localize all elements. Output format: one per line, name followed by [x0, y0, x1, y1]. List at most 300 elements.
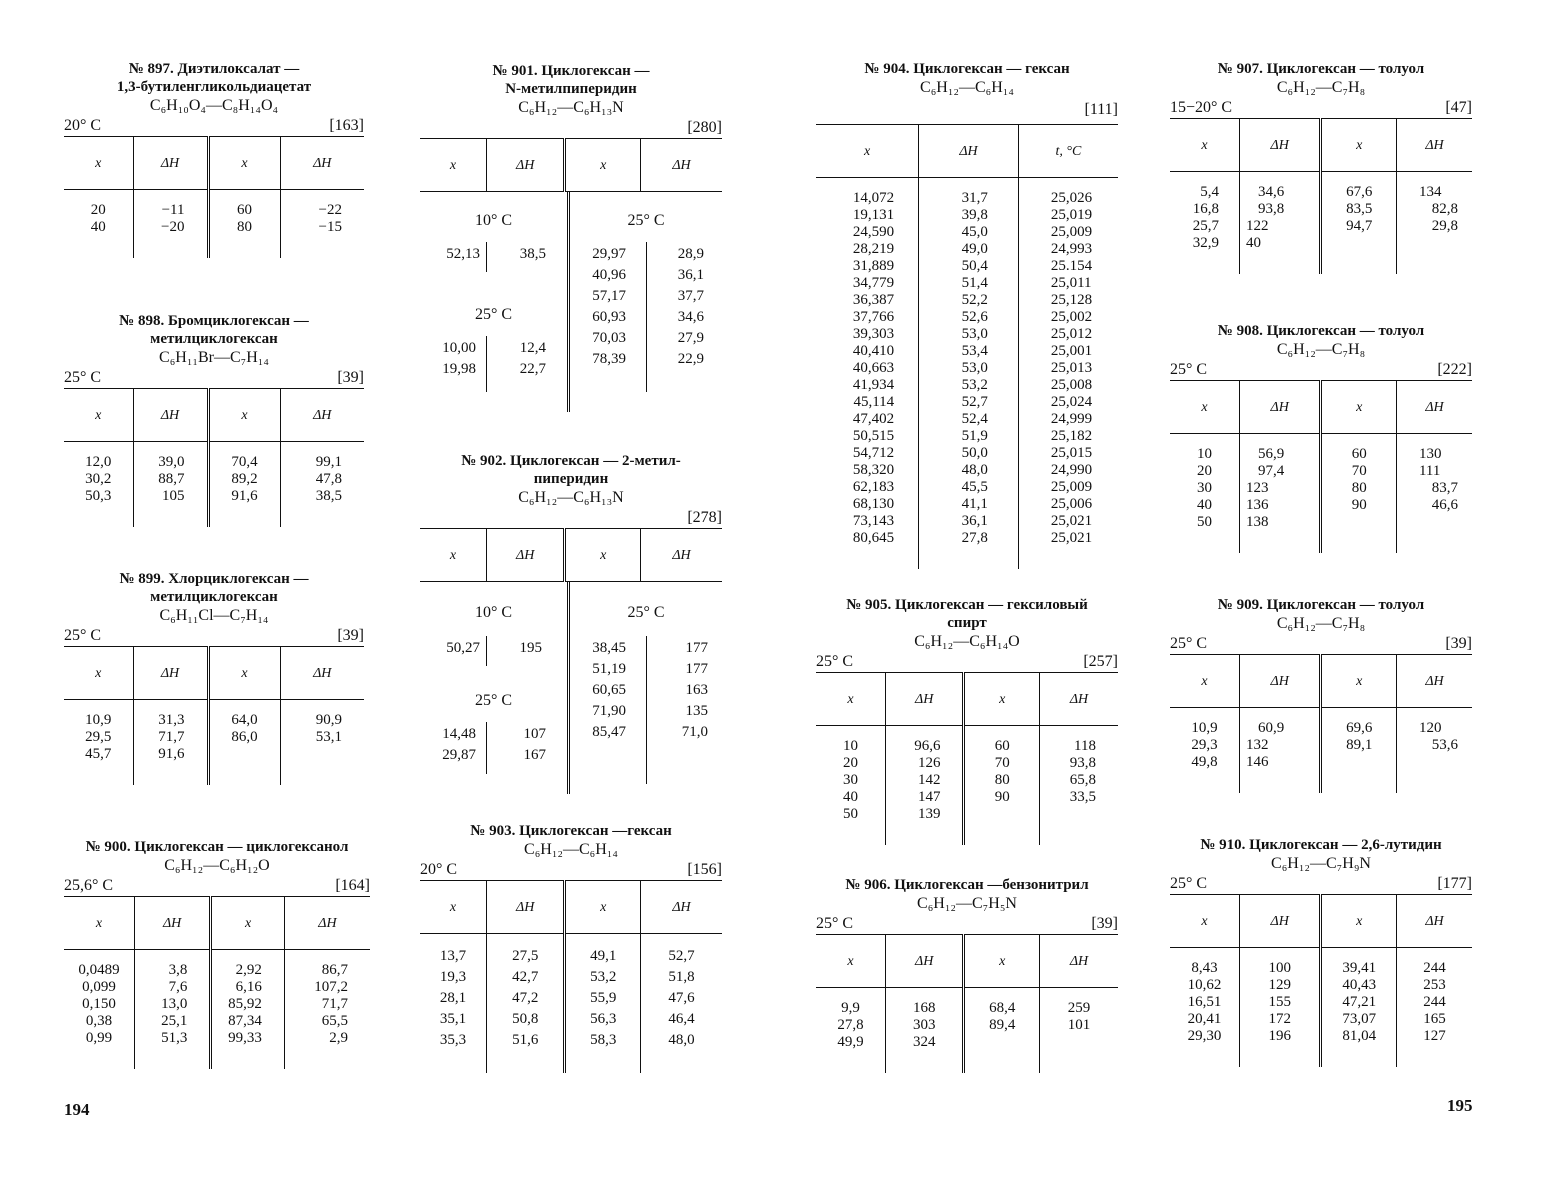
- cell: 20: [842, 755, 858, 771]
- cell: 25,001: [1050, 343, 1093, 359]
- cell: 19,3: [439, 969, 467, 985]
- cell: 105: [162, 488, 185, 504]
- table-902: [420, 452, 722, 794]
- cell: 25,009: [1050, 479, 1093, 495]
- cell: 40,96: [592, 267, 626, 283]
- cell: 34,6: [1257, 184, 1285, 200]
- col-header: ΔH: [1239, 119, 1321, 172]
- cell: 48,0: [961, 462, 988, 478]
- table-908: [1170, 322, 1472, 553]
- condition: 25° C: [627, 604, 665, 621]
- cell: 96,6: [914, 738, 941, 754]
- condition: 25° C: [474, 306, 513, 323]
- cell: 49,0: [961, 241, 988, 257]
- cell: 93,8: [1257, 201, 1285, 217]
- cell: 101: [1067, 1017, 1091, 1033]
- cell: 49,9: [837, 1034, 864, 1050]
- table-title: № 909. Циклогексан — толуол: [1217, 597, 1425, 613]
- col-header: x: [1170, 655, 1239, 708]
- cell: 53,2: [961, 377, 988, 393]
- cell: 55,9: [590, 990, 617, 1006]
- cell: 14,072: [852, 190, 895, 206]
- formula: C₆H₁₂—C₇H₅N: [917, 895, 1017, 912]
- cell: 86,7: [321, 962, 348, 978]
- cell: 45,7: [85, 746, 112, 762]
- cell: 45,114: [853, 394, 895, 410]
- reference: [278]: [687, 509, 722, 526]
- cell: 30: [842, 772, 858, 788]
- cell: 24,993: [1050, 241, 1093, 257]
- cell: 3,8: [168, 962, 188, 978]
- cell: 31,7: [961, 190, 988, 206]
- condition: 25° C: [474, 692, 513, 709]
- cell: 303: [912, 1017, 936, 1033]
- cell: 30,2: [85, 471, 112, 487]
- col-header: x: [1321, 655, 1397, 708]
- table-905: [816, 596, 1118, 845]
- cell: 10: [842, 738, 858, 754]
- cell: 29,97: [592, 246, 626, 262]
- formula: C₆H₁₂—C₇H₉N: [1271, 855, 1371, 872]
- table-title-cont: пиперидин: [533, 471, 609, 487]
- table-title-cont: N-метилпиперидин: [505, 81, 637, 97]
- cell: 163: [685, 682, 708, 698]
- cell: 71,90: [592, 703, 626, 719]
- cell: 50,0: [961, 445, 988, 461]
- cell: 172: [1268, 1011, 1291, 1027]
- cell: 38,5: [519, 246, 546, 262]
- cell: 83,5: [1346, 201, 1373, 217]
- cell: −15: [318, 219, 342, 235]
- cell: 48,0: [668, 1032, 695, 1048]
- cell: 27,8: [837, 1017, 864, 1033]
- cell: 168: [912, 1000, 936, 1016]
- cell: 80,645: [852, 530, 895, 546]
- condition: 20° C: [420, 861, 458, 878]
- col-header: t, °C: [1018, 125, 1118, 178]
- condition: 25° C: [1170, 875, 1208, 892]
- cell: 0,150: [82, 996, 116, 1012]
- table-title: № 897. Диэтилоксалат —: [128, 61, 300, 77]
- cell: 86,0: [231, 729, 258, 745]
- col-header: ΔH: [280, 389, 364, 442]
- cell: 134: [1418, 184, 1442, 200]
- cell: 90: [994, 789, 1010, 805]
- table-title: № 910. Циклогексан — 2,6-лутидин: [1200, 837, 1442, 853]
- condition: 25° C: [816, 915, 854, 932]
- col-header: ΔH: [919, 125, 1019, 178]
- table-title: № 899. Хлорциклогексан —: [119, 571, 309, 587]
- formula: C₆H₁₂—C₆H₁₃N: [518, 99, 624, 116]
- col-header: x: [208, 137, 280, 190]
- cell: 47,8: [315, 471, 342, 487]
- cell: 40: [1196, 497, 1212, 513]
- table-title: № 902. Циклогексан — 2-метил-: [461, 453, 681, 469]
- cell: 70: [994, 755, 1010, 771]
- condition: 25,6° C: [64, 877, 114, 894]
- cell: 195: [519, 640, 542, 656]
- condition: 15−20° C: [1170, 99, 1233, 116]
- reference: [111]: [1084, 101, 1118, 118]
- cell: 25.154: [1050, 258, 1093, 274]
- col-header: x: [964, 673, 1040, 726]
- cell: 60: [237, 202, 252, 218]
- cell: 2,9: [329, 1030, 348, 1046]
- cell: 253: [1423, 977, 1446, 993]
- data-table: [1170, 118, 1472, 274]
- cell: 70,4: [231, 454, 258, 470]
- cell: 58,3: [590, 1032, 617, 1048]
- cell: 52,6: [961, 309, 988, 325]
- cell: 10: [1196, 446, 1212, 462]
- col-header: ΔH: [1039, 673, 1118, 726]
- cell: 40,663: [852, 360, 895, 376]
- cell: 25,024: [1050, 394, 1093, 410]
- cell: 99,33: [228, 1030, 262, 1046]
- cell: 50,4: [961, 258, 988, 274]
- cell: 90,9: [315, 712, 342, 728]
- cell: 5,4: [1200, 184, 1219, 200]
- cell: 71,7: [158, 729, 185, 745]
- cell: 52,7: [961, 394, 988, 410]
- formula: C₆H₁₂—C₆H₁₂O: [164, 857, 270, 874]
- cell: 34,779: [852, 275, 895, 291]
- cell: 259: [1067, 1000, 1091, 1016]
- condition: 25° C: [64, 369, 102, 386]
- cell: 32,9: [1192, 235, 1219, 251]
- cell: 0,38: [85, 1013, 113, 1029]
- col-header: x: [1170, 381, 1239, 434]
- col-header: ΔH: [134, 897, 211, 950]
- cell: 122: [1245, 218, 1269, 234]
- cell: 38,45: [592, 640, 626, 656]
- page-number-right: 195: [1447, 1096, 1473, 1115]
- cell: 127: [1423, 1028, 1446, 1044]
- cell: 10,9: [1191, 720, 1218, 736]
- cell: 25,008: [1050, 377, 1093, 393]
- col-header: ΔH: [640, 529, 722, 582]
- cell: 100: [1268, 960, 1291, 976]
- reference: [280]: [687, 119, 722, 136]
- col-header: ΔH: [133, 389, 208, 442]
- data-table: [816, 124, 1118, 569]
- cell: 9,9: [841, 1000, 860, 1016]
- cell: 22,9: [677, 351, 704, 367]
- data-table: [420, 880, 722, 1073]
- col-header: x: [1170, 895, 1239, 948]
- col-header: x: [565, 881, 641, 934]
- cell: 129: [1268, 977, 1291, 993]
- cell: 138: [1245, 514, 1269, 530]
- cell: 58,320: [852, 462, 895, 478]
- col-header: x: [211, 897, 284, 950]
- cell: 53,0: [961, 326, 988, 342]
- cell: 35,3: [439, 1032, 467, 1048]
- cell: 20: [90, 202, 106, 218]
- cell: 99,1: [315, 454, 342, 470]
- col-header: x: [420, 139, 486, 192]
- cell: 0,0489: [78, 962, 120, 978]
- cell: 39,303: [852, 326, 895, 342]
- cell: 39,0: [158, 454, 185, 470]
- cell: 50,3: [85, 488, 112, 504]
- data-table: [1170, 654, 1472, 793]
- table-title: № 898. Бромциклогексан —: [119, 313, 309, 329]
- cell: 40,410: [852, 343, 895, 359]
- cell: 12,0: [85, 454, 112, 470]
- cell: 132: [1245, 737, 1269, 753]
- cell: 71,7: [321, 996, 348, 1012]
- table-898: [64, 312, 364, 527]
- table-title-cont: метилциклогексан: [150, 589, 278, 605]
- cell: 28,219: [852, 241, 895, 257]
- data-table: [816, 672, 1118, 845]
- data-table: [420, 528, 722, 582]
- cell: 29,8: [1431, 218, 1458, 234]
- cell: 29,5: [85, 729, 112, 745]
- cell: 25,019: [1050, 207, 1093, 223]
- data-table: [64, 646, 364, 785]
- cell: 139: [917, 806, 941, 822]
- cell: 41,1: [961, 496, 988, 512]
- cell: 53,6: [1431, 737, 1458, 753]
- cell: 88,7: [158, 471, 185, 487]
- col-header: ΔH: [1239, 381, 1321, 434]
- col-header: ΔH: [280, 647, 364, 700]
- cell: 35,1: [439, 1011, 467, 1027]
- table-899: [64, 570, 364, 785]
- table-title: № 906. Циклогексан —бензонитрил: [845, 877, 1089, 893]
- cell: 53,0: [961, 360, 988, 376]
- cell: 50,8: [512, 1011, 539, 1027]
- cell: 56,9: [1257, 446, 1285, 462]
- table-897: [64, 60, 364, 258]
- cell: 89,1: [1346, 737, 1373, 753]
- cell: 146: [1245, 754, 1269, 770]
- col-header: x: [208, 389, 280, 442]
- formula: C₆H₁₁Cl—C₇H₁₄: [159, 607, 269, 624]
- data-table: [1170, 380, 1472, 553]
- condition: 20° C: [64, 117, 102, 134]
- cell: 50,27: [446, 640, 480, 656]
- cell: 120: [1418, 720, 1442, 736]
- cell: 52,4: [961, 411, 988, 427]
- cell: 24,590: [852, 224, 895, 240]
- table-title-cont: 1,3-бутиленгликольдиацетат: [116, 79, 312, 95]
- cell: 25,006: [1050, 496, 1093, 512]
- cell: 94,7: [1346, 218, 1373, 234]
- cell: 80: [237, 219, 252, 235]
- cell: 53,4: [961, 343, 988, 359]
- cell: 31,3: [158, 712, 185, 728]
- cell: 85,92: [228, 996, 262, 1012]
- cell: 16,8: [1192, 201, 1219, 217]
- cell: 36,1: [961, 513, 988, 529]
- cell: 47,21: [1342, 994, 1377, 1010]
- cell: 68,4: [989, 1000, 1016, 1016]
- cell: 78,39: [592, 351, 626, 367]
- cell: 51,4: [961, 275, 988, 291]
- cell: 244: [1423, 960, 1446, 976]
- cell: 73,143: [852, 513, 895, 529]
- reference: [47]: [1445, 99, 1472, 116]
- cell: 64,0: [231, 712, 258, 728]
- cell: 52,7: [668, 948, 695, 964]
- cell: 25,015: [1050, 445, 1093, 461]
- cell: 80: [994, 772, 1010, 788]
- formula: C₆H₁₂—C₆H₁₃N: [518, 489, 624, 506]
- cell: 0,099: [82, 979, 116, 995]
- formula: C₆H₁₂—C₆H₁₄O: [914, 633, 1020, 650]
- cell: 41,934: [852, 377, 895, 393]
- table-909: [1170, 596, 1472, 793]
- col-header: ΔH: [1396, 655, 1472, 708]
- table-903: [420, 822, 722, 1073]
- cell: 89,2: [231, 471, 258, 487]
- col-header: ΔH: [1396, 119, 1472, 172]
- cell: 16,51: [1187, 994, 1222, 1010]
- table-title: № 903. Циклогексан —гексан: [470, 823, 672, 839]
- reference: [163]: [329, 117, 364, 134]
- cell: 33,5: [1069, 789, 1096, 805]
- data-table: [816, 934, 1118, 1073]
- formula: C₆H₁₁Br—C₇H₁₄: [159, 349, 269, 366]
- col-header: x: [1321, 381, 1397, 434]
- table-title: № 900. Циклогексан — циклогексанол: [85, 839, 349, 855]
- table-title: № 904. Циклогексан — гексан: [864, 61, 1070, 77]
- cell: 47,2: [512, 990, 539, 1006]
- cell: 31,889: [852, 258, 895, 274]
- cell: 39,8: [961, 207, 988, 223]
- cell: 40: [1245, 235, 1261, 251]
- cell: 71,0: [681, 724, 708, 740]
- cell: 50: [1196, 514, 1212, 530]
- cell: 22,7: [519, 361, 546, 377]
- cell: 65,5: [321, 1013, 348, 1029]
- table-title: № 908. Циклогексан — толуол: [1217, 323, 1425, 339]
- cell: 91,6: [158, 746, 185, 762]
- cell: 51,9: [961, 428, 988, 444]
- table-910: [1170, 836, 1472, 1067]
- condition: 25° C: [1170, 635, 1208, 652]
- cell: 49,1: [590, 948, 617, 964]
- formula: C₆H₁₂—C₆H₁₄: [524, 841, 618, 858]
- cell: 81,04: [1342, 1028, 1377, 1044]
- cell: 54,712: [852, 445, 895, 461]
- cell: 89,4: [989, 1017, 1016, 1033]
- col-header: x: [64, 647, 133, 700]
- col-header: ΔH: [284, 897, 370, 950]
- cell: 25,182: [1050, 428, 1093, 444]
- col-header: ΔH: [640, 881, 722, 934]
- cell: 111: [1418, 463, 1441, 479]
- cell: 25,1: [161, 1013, 188, 1029]
- cell: 60,65: [592, 682, 626, 698]
- cell: 27,8: [961, 530, 988, 546]
- col-header: ΔH: [885, 673, 964, 726]
- reference: [39]: [337, 369, 364, 386]
- cell: 29,87: [442, 747, 476, 763]
- cell: 68,130: [852, 496, 895, 512]
- condition: 25° C: [64, 627, 102, 644]
- cell: 80: [1351, 480, 1367, 496]
- table-907: [1170, 60, 1472, 274]
- cell: 20,41: [1187, 1011, 1222, 1027]
- col-header: x: [816, 673, 885, 726]
- cell: 107: [523, 726, 546, 742]
- cell: 91,6: [231, 488, 258, 504]
- cell: 29,30: [1187, 1028, 1222, 1044]
- reference: [257]: [1083, 653, 1118, 670]
- cell: 13,7: [439, 948, 467, 964]
- cell: 42,7: [512, 969, 539, 985]
- cell: 10,9: [85, 712, 112, 728]
- col-header: ΔH: [486, 529, 565, 582]
- cell: 67,6: [1346, 184, 1373, 200]
- cell: 36,387: [852, 292, 895, 308]
- cell: 40,43: [1342, 977, 1377, 993]
- col-header: x: [420, 881, 486, 934]
- col-header: ΔH: [280, 137, 364, 190]
- cell: 47,402: [852, 411, 895, 427]
- cell: 87,34: [228, 1013, 262, 1029]
- cell: 93,8: [1069, 755, 1096, 771]
- cell: 25,013: [1050, 360, 1093, 376]
- col-header: x: [565, 139, 641, 192]
- cell: 45,5: [961, 479, 988, 495]
- table-title-cont: метилциклогексан: [150, 331, 278, 347]
- cell: 53,2: [590, 969, 617, 985]
- cell: 244: [1423, 994, 1446, 1010]
- cell: 2,92: [235, 962, 262, 978]
- cell: 7,6: [168, 979, 188, 995]
- cell: 28,1: [439, 990, 467, 1006]
- cell: 135: [685, 703, 708, 719]
- cell: 25,021: [1050, 513, 1093, 529]
- col-header: x: [816, 125, 919, 178]
- cell: 25,011: [1050, 275, 1092, 291]
- cell: 47,6: [668, 990, 695, 1006]
- col-header: x: [64, 897, 134, 950]
- cell: 37,766: [852, 309, 895, 325]
- cell: 36,1: [677, 267, 704, 283]
- cell: 60,93: [592, 309, 626, 325]
- table-904: [816, 60, 1118, 569]
- col-header: x: [64, 137, 133, 190]
- condition: 10° C: [474, 212, 513, 229]
- col-header: ΔH: [486, 881, 565, 934]
- col-header: ΔH: [1396, 381, 1472, 434]
- cell: 25,009: [1050, 224, 1093, 240]
- col-header: ΔH: [885, 935, 964, 988]
- cell: 40: [90, 219, 106, 235]
- table-title: № 905. Циклогексан — гексиловый: [846, 597, 1088, 613]
- formula: C₆H₁₂—C₇H₈: [1276, 341, 1366, 358]
- col-header: ΔH: [1039, 935, 1118, 988]
- reference: [39]: [337, 627, 364, 644]
- cell: 53,1: [315, 729, 342, 745]
- cell: 196: [1268, 1028, 1291, 1044]
- cell: 52,2: [961, 292, 988, 308]
- cell: 38,5: [315, 488, 342, 504]
- cell: 6,16: [235, 979, 262, 995]
- formula: C₆H₁₀O₄—C₈H₁₄O₄: [149, 97, 279, 114]
- cell: 0,99: [85, 1030, 113, 1046]
- condition: 25° C: [627, 212, 665, 229]
- cell: 30: [1196, 480, 1212, 496]
- cell: 51,19: [592, 661, 626, 677]
- cell: 107,2: [314, 979, 348, 995]
